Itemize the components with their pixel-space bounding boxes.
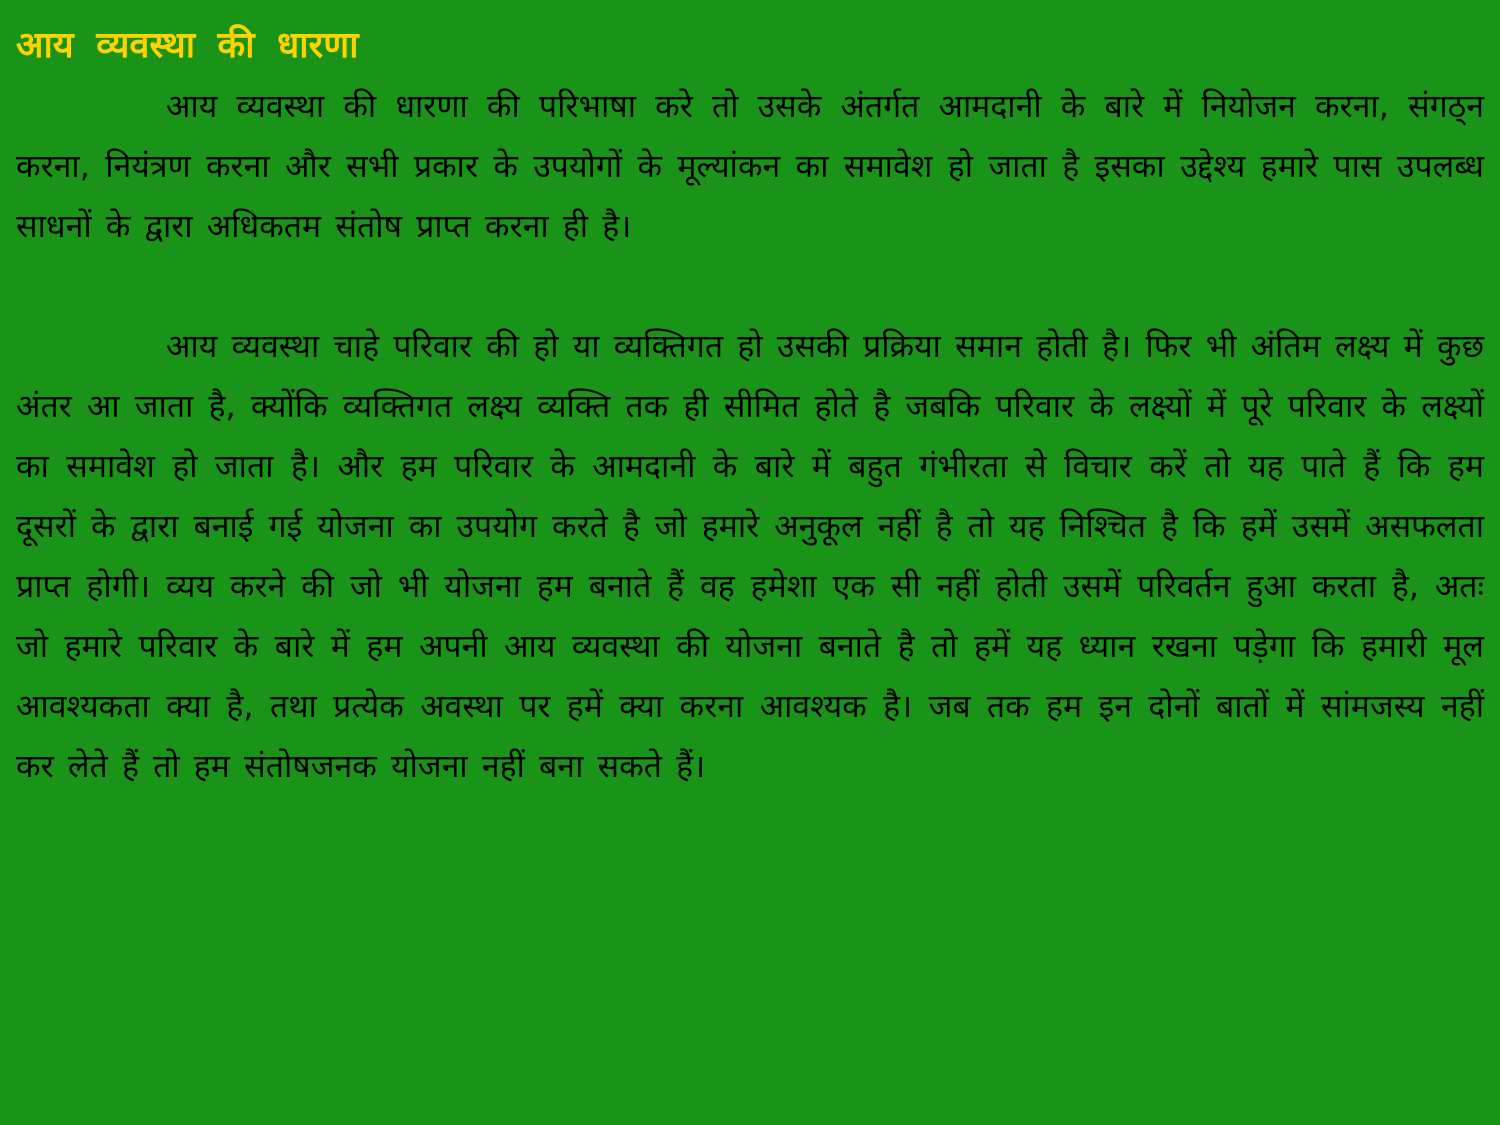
paragraph-family-vs-individual-planning: आय व्यवस्था चाहे परिवार की हो या व्यक्तिगत हो उसकी प्रक्रिया समान होती है। फिर भी अंतिम लक्ष्य में कुछ अंतर आ जाता है, क्योंकि व्यक्तिगत लक्ष्य व्यक्ति तक ही सीमित होते है जबकि परिवार के लक्ष्यों में पूरे परिवार के लक्ष्यों का समावेश हो जाता है। और हम परिवार के आमदानी के बारे में बहुत गंभीरता से विचार करें तो यह पाते हैं कि हम दूसरों के द्वारा बनाई गई योजना का उपयोग करते है जो हमारे अनुकूल नहीं है तो यह निश्चित है कि हमें उसमें असफलता प्राप्त होगी। व्यय करने की जो भी योजना हम बनाते हैं वह हमेशा एक सी नहीं होती उसमें परिवर्तन हुआ करता है, अतः जो हमारे परिवार के बारे में हम अपनी आय व्यवस्था की योजना बनाते है तो हमें यह ध्यान रखना पड़ेगा कि हमारी मूल आवश्यकता क्या है, तथा प्रत्येक अवस्था पर हमें क्या करना आवश्यक है। जब तक हम इन दोनों बातों में सांमजस्य नहीं कर लेते हैं तो हम संतोषजनक योजना नहीं बना सकते हैं। xyxy=(16,327,1484,785)
paragraph-income-management-definition: आय व्यवस्था की धारणा की परिभाषा करे तो उसके अंतर्गत आमदानी के बारे में नियोजन करना, संगठ्न करना, नियंत्रण करना और सभी प्रकार के उपयोगों के मूल्यांकन का समावेश हो जाता है इसका उद्देश्य हमारे पास उपलब्ध साधनों के द्वारा अधिकतम संतोष प्राप्त करना ही है। xyxy=(16,87,1484,245)
slide-title: आय व्यवस्था की धारणा xyxy=(16,25,359,66)
